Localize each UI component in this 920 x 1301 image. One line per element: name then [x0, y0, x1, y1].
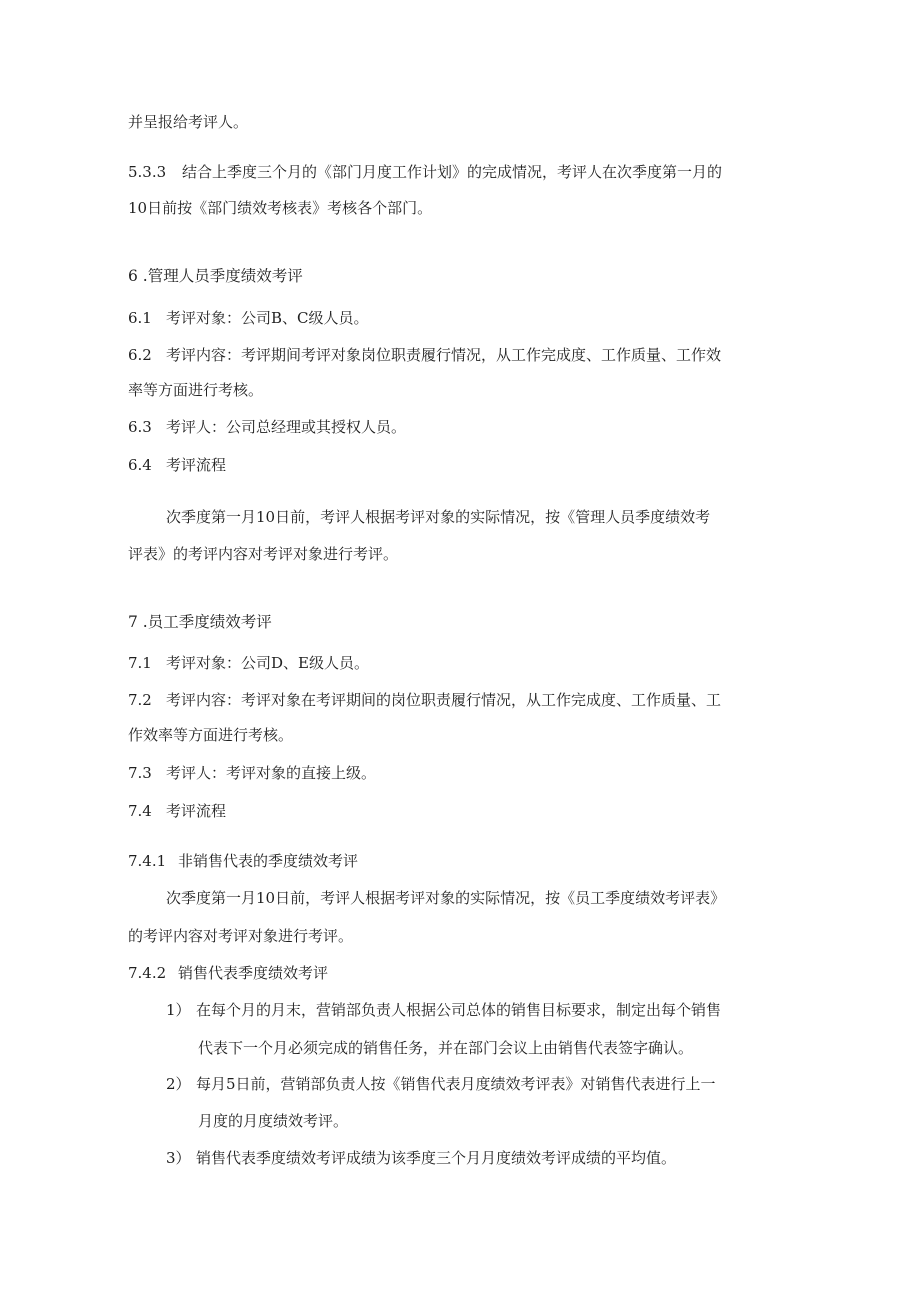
subsection-number: 7.4.1 [128, 852, 167, 870]
step-2-line2: 月度的月度绩效考评。 [198, 1112, 349, 1130]
item-7-2-line2: 作效率等方面进行考核。 [128, 726, 294, 744]
item-6-2-line2: 率等方面进行考核。 [128, 381, 264, 399]
item-7-3: 7.3 考评人：考评对象的直接上级。 [128, 764, 377, 782]
item-number: 7.2 [128, 691, 152, 709]
step-3-line1: 3） 销售代表季度绩效考评成绩为该季度三个月月度绩效考评成绩的平均值。 [166, 1149, 677, 1167]
item-number: 7.3 [128, 764, 152, 782]
item-number: 7.1 [128, 654, 152, 672]
item-7-4: 7.4 考评流程 [128, 802, 227, 820]
item-number: 6.2 [128, 346, 152, 364]
continuation-text: 并呈报给考评人。 [128, 113, 249, 131]
item-number: 6.4 [128, 456, 152, 474]
item-6-1: 6.1 考评对象：公司B、C级人员。 [128, 309, 369, 327]
step-1-line1: 1） 在每个月的月末，营销部负责人根据公司总体的销售目标要求，制定出每个销售 [166, 1001, 722, 1019]
section-5-3-3-line1: 5.3.3 结合上季度三个月的《部门月度工作计划》的完成情况，考评人在次季度第一月的 [128, 163, 723, 181]
step-number: 2） [166, 1075, 191, 1093]
subsection-number: 7.4.2 [128, 964, 167, 982]
step-number: 1） [166, 1001, 191, 1019]
item-7-2-line1: 7.2 考评内容：考评对象在考评期间的岗位职责履行情况，从工作完成度、工作质量、工 [128, 691, 722, 709]
subsection-7-4-1-line2: 的考评内容对考评对象进行考评。 [128, 927, 354, 945]
section-6-process-line2: 评表》的考评内容对考评对象进行考评。 [128, 545, 399, 563]
item-6-4: 6.4 考评流程 [128, 456, 227, 474]
subsection-7-4-1-title: 7.4.1 非销售代表的季度绩效考评 [128, 852, 359, 870]
item-7-1: 7.1 考评对象：公司D、E级人员。 [128, 654, 369, 672]
item-number: 6.3 [128, 418, 152, 436]
section-7-heading: 7 .员工季度绩效考评 [128, 613, 272, 631]
item-6-2-line1: 6.2 考评内容：考评期间考评对象岗位职责履行情况，从工作完成度、工作质量、工作效 [128, 346, 722, 364]
section-number: 5.3.3 [128, 163, 167, 181]
item-6-3: 6.3 考评人：公司总经理或其授权人员。 [128, 418, 407, 436]
subsection-7-4-1-line1: 次季度第一月10日前，考评人根据考评对象的实际情况，按《员工季度绩效考评表》 [166, 889, 726, 907]
step-2-line1: 2） 每月5日前，营销部负责人按《销售代表月度绩效考评表》对销售代表进行上一 [166, 1075, 716, 1093]
step-number: 3） [166, 1149, 191, 1167]
item-number: 7.4 [128, 802, 152, 820]
section-6-heading: 6 .管理人员季度绩效考评 [128, 267, 303, 285]
section-6-process-line1: 次季度第一月10日前，考评人根据考评对象的实际情况，按《管理人员季度绩效考 [166, 508, 711, 526]
step-1-line2: 代表下一个月必须完成的销售任务，并在部门会议上由销售代表签字确认。 [198, 1039, 694, 1057]
subsection-7-4-2-title: 7.4.2 销售代表季度绩效考评 [128, 964, 329, 982]
item-number: 6.1 [128, 309, 152, 327]
section-5-3-3-line2: 10日前按《部门绩效考核表》考核各个部门。 [128, 199, 433, 217]
